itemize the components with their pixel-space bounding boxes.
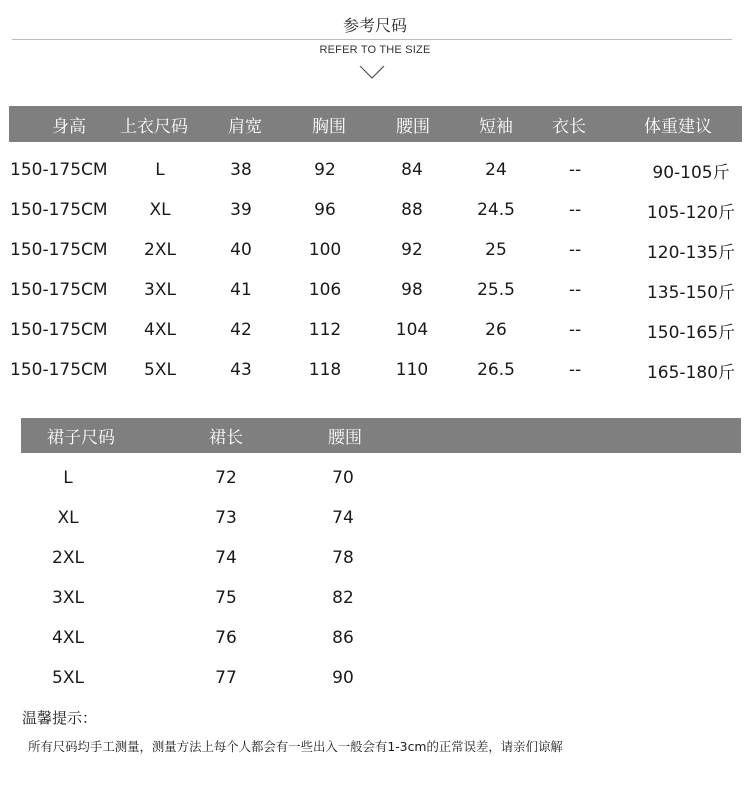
top-table-cell: 42 — [230, 320, 252, 340]
col-header-length: 衣长 — [552, 116, 586, 137]
col-header-chest: 胸围 — [312, 116, 346, 137]
skirt-table-cell: 77 — [215, 668, 237, 688]
top-table-cell: 106 — [308, 280, 342, 300]
top-table-cell: 24 — [485, 160, 507, 180]
tips-text: 所有尺码均手工测量，测量方法上每个人都会有一些出入一般会有1-3cm的正常误差，请亲们谅解 — [28, 739, 563, 754]
top-table-cell: 24.5 — [477, 200, 515, 220]
top-table-cell: 4XL — [144, 320, 176, 340]
top-table-cell: L — [155, 160, 165, 180]
top-table-cell: 150-175CM — [10, 160, 108, 180]
top-table-cell: 90-105斤 — [652, 162, 730, 183]
col-header-weight: 体重建议 — [644, 116, 712, 137]
top-table-cell: 92 — [401, 240, 423, 260]
top-table-cell: 118 — [308, 360, 342, 380]
col-header-skirt-length: 裙长 — [209, 428, 243, 448]
skirt-table-cell: 75 — [215, 588, 237, 608]
top-table-cell: 92 — [314, 160, 336, 180]
col-header-height: 身高 — [52, 116, 86, 137]
top-table-cell: 25.5 — [477, 280, 515, 300]
top-table-cell: 104 — [395, 320, 429, 340]
top-table-cell: -- — [568, 280, 582, 300]
skirt-table-cell: 74 — [215, 548, 237, 568]
top-table-cell: 135-150斤 — [646, 282, 736, 303]
skirt-table-cell: 74 — [332, 508, 354, 528]
top-table-cell: 26 — [485, 320, 507, 340]
title-divider — [12, 39, 732, 40]
skirt-table-header — [21, 418, 741, 453]
top-table-cell: 3XL — [144, 280, 176, 300]
top-table-cell: 38 — [230, 160, 252, 180]
col-header-skirt-waist: 腰围 — [328, 428, 362, 448]
col-header-shoulder: 肩宽 — [228, 116, 262, 137]
top-table-cell: 150-175CM — [10, 200, 108, 220]
top-table-cell: 120-135斤 — [646, 242, 736, 263]
skirt-table-cell: 2XL — [52, 548, 84, 568]
top-table-cell: 26.5 — [477, 360, 515, 380]
page-title: 参考尺码 — [342, 16, 407, 35]
top-table-cell: 150-175CM — [10, 320, 108, 340]
top-table-header — [9, 106, 742, 142]
top-table-cell: -- — [568, 240, 582, 260]
top-table-cell: -- — [568, 200, 582, 220]
skirt-table-cell: 73 — [215, 508, 237, 528]
top-table-cell: XL — [149, 200, 171, 220]
top-table-cell: 112 — [308, 320, 342, 340]
top-table-cell: 2XL — [144, 240, 176, 260]
skirt-table-cell: 4XL — [52, 628, 84, 648]
top-table-cell: 88 — [401, 200, 423, 220]
skirt-table-cell: 78 — [332, 548, 354, 568]
top-table-cell: 43 — [230, 360, 252, 380]
col-header-sleeve: 短袖 — [479, 116, 513, 137]
top-table-cell: 96 — [314, 200, 336, 220]
top-table-cell: 39 — [230, 200, 252, 220]
tips-title: 温馨提示： — [22, 709, 98, 727]
col-header-top-size: 上衣尺码 — [120, 116, 188, 137]
top-table-cell: -- — [568, 360, 582, 380]
top-table-cell: 25 — [485, 240, 507, 260]
skirt-table-cell: 72 — [215, 468, 237, 488]
top-table-cell: 150-165斤 — [646, 322, 736, 343]
skirt-table-cell: 5XL — [52, 668, 84, 688]
skirt-table-cell: 70 — [332, 468, 354, 488]
top-table-cell: 41 — [230, 280, 252, 300]
col-header-skirt-size: 裙子尺码 — [47, 428, 115, 448]
skirt-table-cell: 90 — [332, 668, 354, 688]
top-table-cell: 150-175CM — [10, 360, 108, 380]
skirt-table-cell: XL — [57, 508, 79, 528]
top-table-cell: 150-175CM — [10, 280, 108, 300]
skirt-table-cell: 76 — [215, 628, 237, 648]
chevron-down-icon — [359, 64, 385, 80]
top-table-cell: 40 — [230, 240, 252, 260]
top-table-cell: -- — [568, 160, 582, 180]
col-header-waist: 腰围 — [396, 116, 430, 137]
top-table-cell: 165-180斤 — [646, 362, 736, 383]
top-table-cell: 98 — [401, 280, 423, 300]
page-subtitle: REFER TO THE SIZE — [319, 44, 431, 56]
top-table-cell: 5XL — [144, 360, 176, 380]
top-table-cell: 110 — [395, 360, 429, 380]
top-table-cell: 100 — [308, 240, 342, 260]
skirt-table-cell: 86 — [332, 628, 354, 648]
top-table-cell: -- — [568, 320, 582, 340]
top-table-cell: 105-120斤 — [646, 202, 736, 223]
skirt-table-cell: 3XL — [52, 588, 84, 608]
skirt-table-cell: 82 — [332, 588, 354, 608]
skirt-table-cell: L — [63, 468, 73, 488]
top-table-cell: 150-175CM — [10, 240, 108, 260]
top-table-cell: 84 — [401, 160, 423, 180]
